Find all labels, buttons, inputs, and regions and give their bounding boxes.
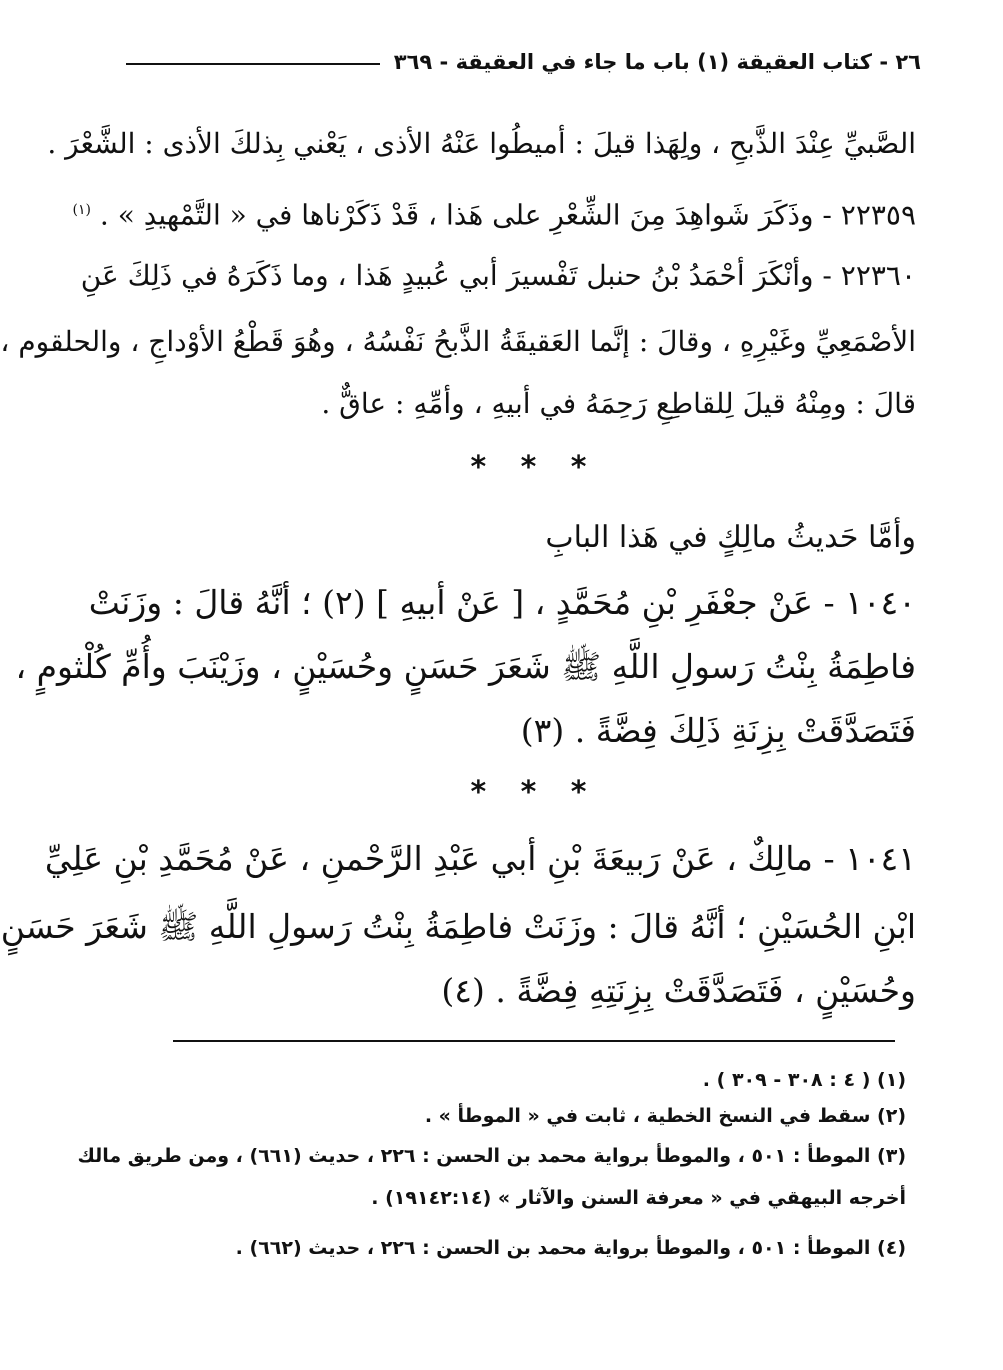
running-head xyxy=(126,42,921,82)
commentary-line-4: الأصْمَعِيِّ وغَيْرِهِ ، وقالَ : إنَّما العَقيقَةُ الذَّبحُ نَفْسُهُ ، وهُوَ قَطْعُ الأوْداجِ ، والحلقوم ، xyxy=(0,325,916,358)
running-head-rule xyxy=(126,63,380,65)
commentary-line-2-text: ٢٢٣٥٩ - وذَكَرَ شَواهِدَ مِنَ الشِّعْرِ على هَذا ، قَدْ ذَكَرْناها في « التَّمْهيدِ » . xyxy=(99,198,916,232)
commentary-line-5: قالَ : ومِنْهُ قيلَ لِلقاطِعِ رَحِمَهُ في أبيهِ ، وأمِّهِ : عاقٌّ . xyxy=(321,387,916,420)
running-head-text: ٢٦ - كتاب العقيقة (١) باب ما جاء في العقيقة - ٣٦٩ xyxy=(393,50,921,74)
hadith-1040-line-3: فَتَصَدَّقَتْ بِزِنَةِ ذَلِكَ فِضَّةً . (٣) xyxy=(520,711,916,750)
hadith-1040-line-2: فاطِمَةُ بِنْتُ رَسولِ اللَّهِ ﷺ شَعَرَ حَسَنٍ وحُسَيْنٍ ، وزَيْنَبَ وأُمِّ كُلْثومٍ ، xyxy=(15,647,916,686)
hadith-1041-line-1: ١٠٤١ - مالِكٌ ، عَنْ رَبيعَةَ بْنِ أبي عَبْدِ الرَّحْمنِ ، عَنْ مُحَمَّدِ بْنِ عَلِيِّ xyxy=(44,839,916,878)
section-divider-stars: * * * xyxy=(470,450,599,485)
footnote-1: (١) ( ٤ : ٣٠٨ - ٣٠٩ ) . xyxy=(702,1069,906,1091)
section-divider-stars-2: * * * xyxy=(470,775,599,810)
footnote-4: (٤) الموطأ : ٥٠١ ، والموطأ برواية محمد بن الحسن : ٢٢٦ ، حديث (٦٦٢) . xyxy=(235,1237,906,1259)
commentary-line-1: الصَّبيِّ عِنْدَ الذَّبحِ ، ولِهَذا قيلَ : أميطُوا عَنْهُ الأذى ، يَعْني بِذلكَ الأذى : الشَّعْرَ . xyxy=(47,127,916,160)
footnote-3-continued: أخرجه البيهقي في « معرفة السنن والآثار » (١٩١٤٢:١٤) . xyxy=(371,1187,906,1209)
footnote-2: (٢) سقط في النسخ الخطية ، ثابت في « الموطأ » . xyxy=(424,1105,906,1127)
footnote-separator xyxy=(173,1040,895,1042)
commentary-line-2 xyxy=(72,182,916,238)
footnote-ref-1: (١) xyxy=(72,202,91,218)
commentary-line-3: ٢٢٣٦٠ - وأنْكَرَ أحْمَدُ بْنُ حنبل تَفْسيرَ أبي عُبيدٍ هَذا ، وما ذَكَرَهُ في ذَلِكَ عَنِ xyxy=(80,259,916,292)
section-heading: وأمَّا حَديثُ مالِكٍ في هَذا البابِ xyxy=(545,520,916,555)
footnote-3: (٣) الموطأ : ٥٠١ ، والموطأ برواية محمد بن الحسن : ٢٢٦ ، حديث (٦٦١) ، ومن طريق مالك xyxy=(77,1145,906,1167)
hadith-1041-line-3: وحُسَيْنٍ ، فَتَصَدَّقَتْ بِزِنَتِهِ فِضَّةً . (٤) xyxy=(441,971,916,1010)
hadith-1041-line-2: ابْنِ الحُسَيْنِ ؛ أنَّهُ قالَ : وزَنَتْ فاطِمَةُ بِنْتُ رَسولِ اللَّهِ ﷺ شَعَرَ حَسَنٍ xyxy=(0,907,916,946)
hadith-1040-line-1: ١٠٤٠ - عَنْ جعْفَرِ بْنِ مُحَمَّدٍ ، [ عَنْ أبيهِ ] (٢) ؛ أنَّهُ قالَ : وزَنَتْ xyxy=(88,583,916,622)
